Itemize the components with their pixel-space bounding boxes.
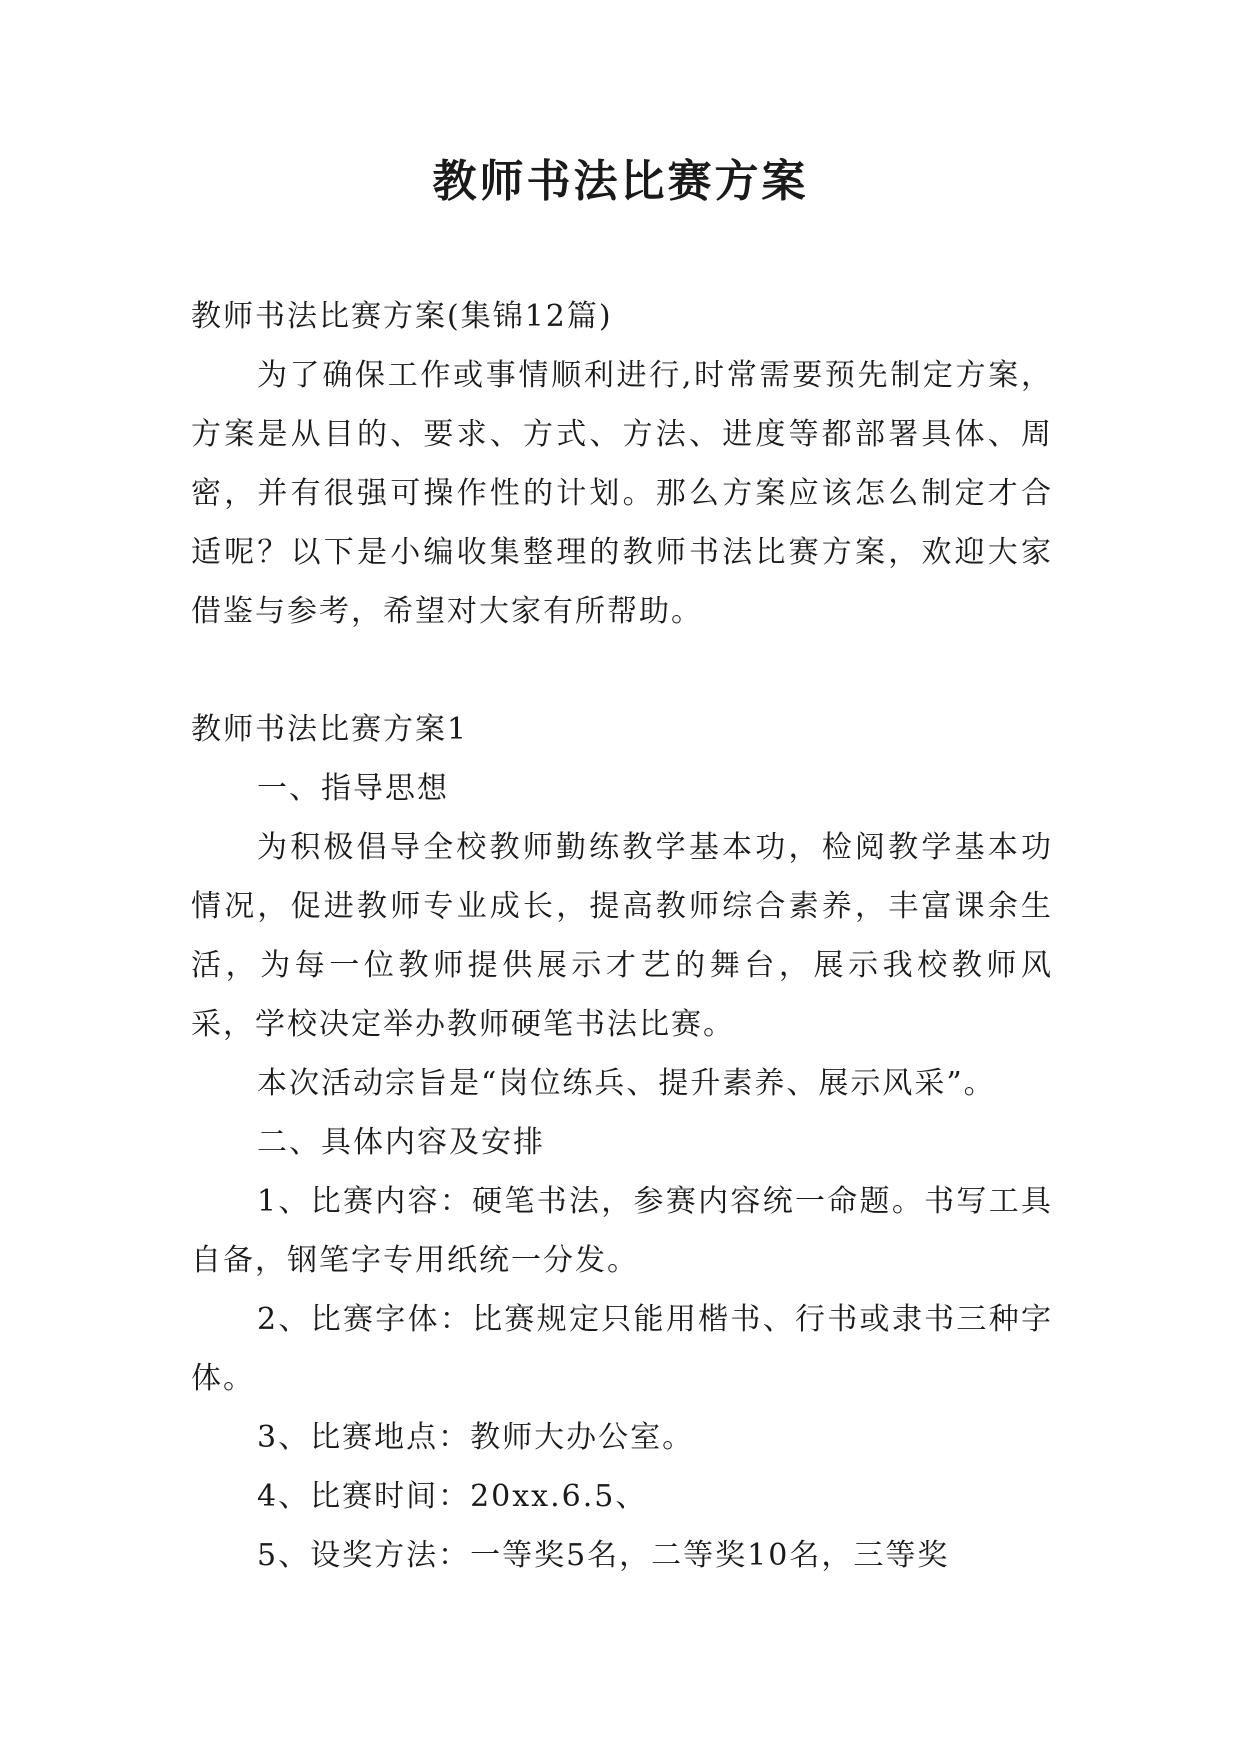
document-title: 教师书法比赛方案 — [432, 156, 809, 207]
list-item-time: 4、比赛时间：20xx.6.5、 — [257, 1479, 648, 1514]
list-item-awards: 5、设奖方法：一等奖5名，二等奖10名，三等奖 — [257, 1538, 950, 1573]
part-heading-guiding-ideology: 一、指导思想 — [257, 771, 449, 806]
list-item-content: 1、比赛内容：硬笔书法，参赛内容统一命题。书写工具自备，钢笔字专用纸统一分发。 — [191, 1184, 1053, 1278]
part-heading-content-arrangement: 二、具体内容及安排 — [257, 1125, 545, 1160]
section-heading: 教师书法比赛方案1 — [191, 712, 469, 747]
list-item-font: 2、比赛字体：比赛规定只能用楷书、行书或隶书三种字体。 — [191, 1302, 1053, 1396]
document-subtitle: 教师书法比赛方案(集锦12篇) — [191, 299, 613, 334]
intro-paragraph: 为了确保工作或事情顺利进行,时常需要预先制定方案，方案是从目的、要求、方式、方法、进度等都部署具体、周密，并有很强可操作性的计划。那么方案应该怎么制定才合适呢？以下是小编收集整理的教师书法比赛方案，欢迎大家借鉴与参考，希望对大家有所帮助。 — [191, 358, 1053, 629]
paragraph-theme: 本次活动宗旨是“岗位练兵、提升素养、展示风采”。 — [257, 1066, 996, 1101]
document-body — [191, 287, 1053, 1585]
list-item-location: 3、比赛地点：教师大办公室。 — [257, 1420, 695, 1455]
paragraph-purpose: 为积极倡导全校教师勤练教学基本功，检阅教学基本功情况，促进教师专业成长，提高教师综合素养，丰富课余生活，为每一位教师提供展示才艺的舞台，展示我校教师风采，学校决定举办教师硬笔书法比赛。 — [191, 830, 1053, 1042]
